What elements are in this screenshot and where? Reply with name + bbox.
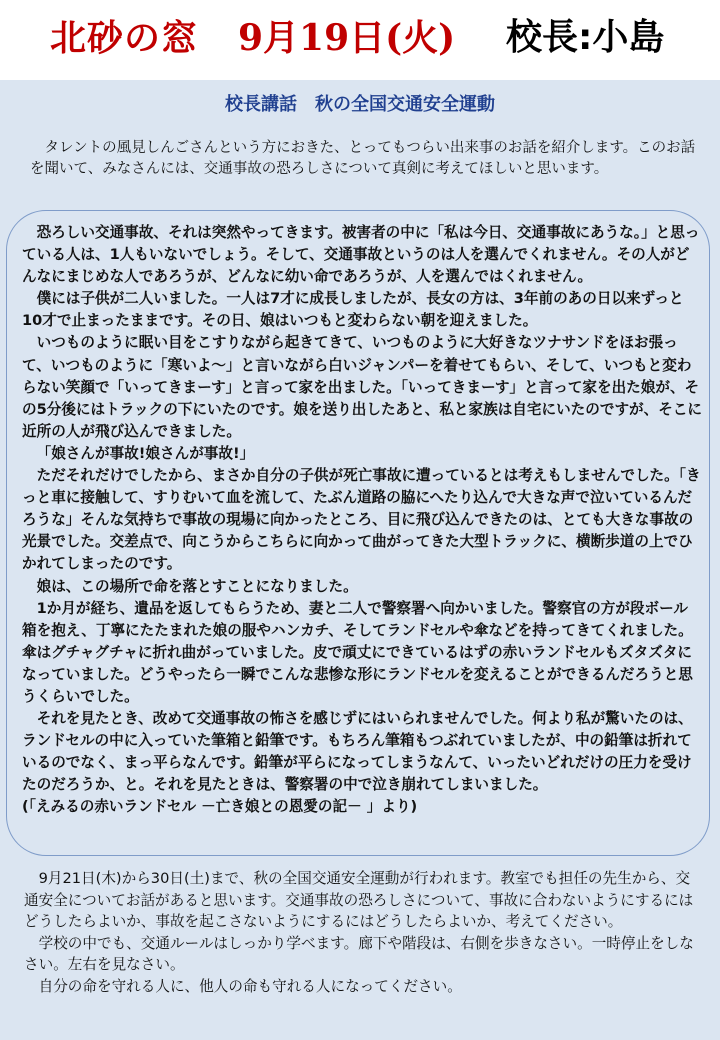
story-paragraph-8 bbox=[22, 708, 702, 818]
outro-text bbox=[24, 868, 704, 998]
article-subtitle: 校長講話 秋の全国交通安全運動 bbox=[225, 94, 495, 115]
story-paragraph-1: 恐ろしい交通事故、それは突然やってきます。被害者の中に「私は今日、交通事故にあうな。」と思っている人は、1人もいないでしょう。そして、交通事故というのは人を選んでくれません。その人がどんなにまじめな人であろうが、どんなに幼い命であろうが、人を選んではくれません。 bbox=[22, 224, 700, 286]
story-paragraph-7: 1か月が経ち、遺品を返してもらうため、妻と二人で警察署へ向かいました。警察官の方が段ボール箱を抱え、丁寧にたたまれた娘の服やハンカチ、そしてランドセルや傘などを持ってきてくれました。傘はグチャグチャに折れ曲がっていました。皮で頑丈にできているはずの赤いランドセルもズタズタになっていました。どうやったら一瞬でこんな悲惨な形にランドセルを変えることができるんだろうと思うくらいでした。 bbox=[22, 599, 693, 705]
story-paragraph-6: 娘は、この場所で命を落とすことになりました。 bbox=[36, 577, 358, 595]
story-paragraph-4: 「娘さんが事故!娘さんが事故!」 bbox=[36, 444, 255, 462]
principal-name: 校長:小島 bbox=[506, 17, 665, 58]
story-source: (「えみるの赤いランドセル －亡き娘との恩愛の記－ 」より) bbox=[22, 798, 418, 816]
story-paragraph-3: いつものように眠い目をこすりながら起きてきて、いつものように大好きなツナサンドをほお張って、いつものように「寒いよ～」と言いながら白いジャンパーを着せてもらい、そして、いつもと変わらない笑顔で「いってきまーす」と言って家を出ました。「いってきまーす」と言って家を出た娘が、その5分後にはトラックの下にいたのです。娘を送り出したあと、私と家族は自宅にいたのですが、そこに近所の人が飛び込んできました。 bbox=[22, 334, 703, 440]
issue-date: 9月19日(火) bbox=[238, 17, 456, 59]
story-paragraph-8-text: それを見たとき、改めて交通事故の怖さを感じずにはいられませんでした。何より私が驚いたのは、ランドセルの中に入っていた筆箱と鉛筆です。もちろん筆箱もつぶれていましたが、中の鉛筆は折れているのでなく、まっ平らなんです。鉛筆が平らになってしまうなんて、いったいどれだけの圧力を受けたのだろうか、と。それを見たときは、警察署の中で泣き崩れてしまいました。 bbox=[22, 710, 693, 794]
outro-paragraph-2: 学校の中でも、交通ルールはしっかり学べます。廊下や階段は、右側を歩きなさい。一時停止をしなさい。左右を見なさい。 bbox=[24, 934, 694, 974]
outro-paragraph-3: 自分の命を守れる人に、他人の命も守れる人になってください。 bbox=[38, 977, 462, 995]
header bbox=[0, 0, 720, 80]
story-text bbox=[22, 222, 702, 819]
newsletter-title: 北砂の窓 bbox=[50, 17, 199, 59]
story-paragraph-5: ただそれだけでしたから、まさか自分の子供が死亡事故に遭っているとは考えもしませんでした。「きっと車に接触して、すりむいて血を流して、たぶん道路の脇にへたり込んで大きな声で泣いているんだろうな」そんな気持ちで事故の現場に向かったところ、目に飛び込んできたのは、とても大きな事故の光景でした。交差点で、向こうからこちらに向かって曲がってきた大型トラックに、横断歩道の上でひかれてしまったのです。 bbox=[22, 467, 701, 573]
story-paragraph-2: 僕には子供が二人いました。一人は7才に成長しましたが、長女の方は、3年前のあの日以来ずっと10才で止まったままです。その日、娘はいつもと変わらない朝を迎えました。 bbox=[22, 290, 684, 330]
outro-paragraph-1: 9月21日(木)から30日(土)まで、秋の全国交通安全運動が行われます。教室でも担任の先生から、交通安全についてお話があると思います。交通事故の恐ろしさについて、事故に合わないようにするにはどうしたらよいか、事故を起こさないようにするにはどうしたらよいか、考えてください。 bbox=[24, 870, 694, 931]
intro-paragraph: タレントの風見しんごさんという方におきた、とってもつらい出来事のお話を紹介します。このお話を聞いて、みなさんには、交通事故の恐ろしさについて真剣に考えてほしいと思います。 bbox=[30, 140, 696, 177]
